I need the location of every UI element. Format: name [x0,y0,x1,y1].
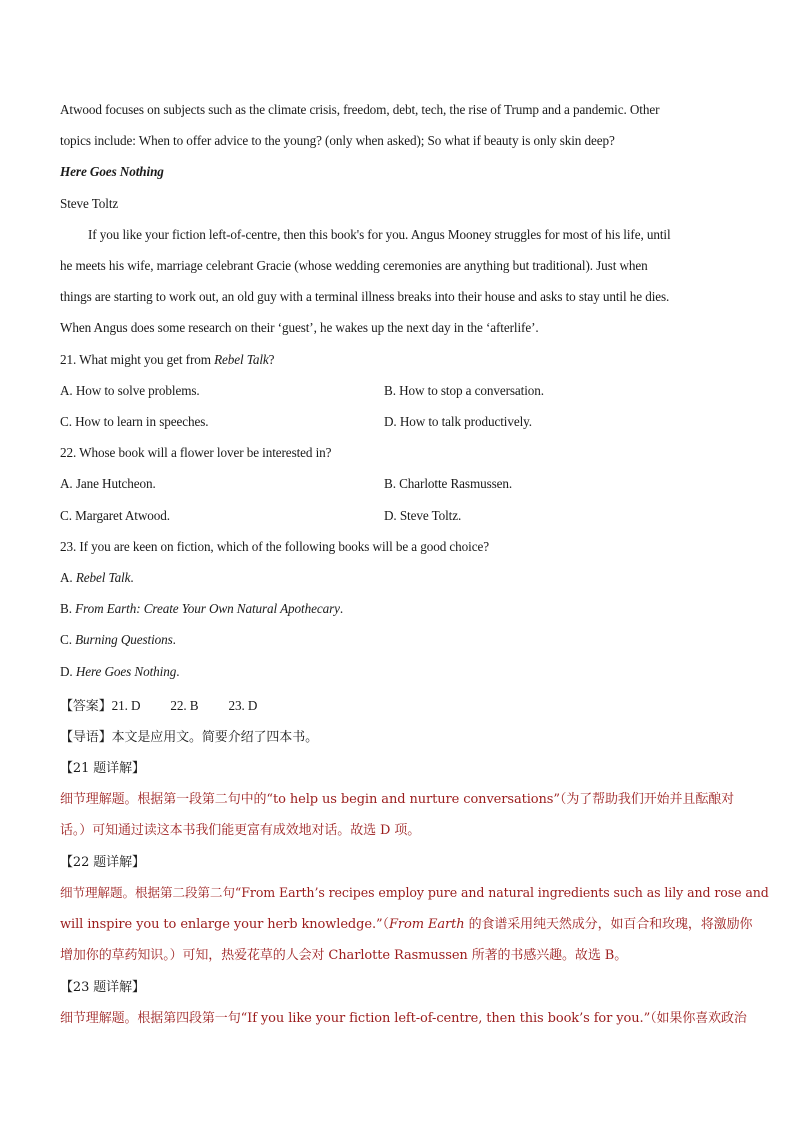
detail-22-line: 增加你的草药知识。）可知，热爱花草的人会对 Charlotte Rasmussen 所著的书感兴趣。故选 B。 [60,948,628,963]
option-b: B. How to stop a conversation. [384,383,544,398]
option-a: A. How to solve problems. [60,383,200,398]
option-b: B. Charlotte Rasmussen. [384,476,513,491]
option-a: A. Rebel Talk. [60,570,134,585]
detail-23-line: 细节理解题。根据第四段第一句“If you like your fiction left-of-centre, then this book’s for you.”（如果你喜欢政治 [60,1011,747,1026]
option-d: D. Here Goes Nothing. [60,664,180,679]
detail-22-line: will inspire you to enlarge your herb knowledge.”（From Earth 的食谱采用纯天然成分，如百合和玫瑰，将激励你 [60,917,753,932]
option-b: B. From Earth: Create Your Own Natural Apothecary. [60,601,344,616]
question-stem: 23. If you are keen on fiction, which of the following books will be a good choice? [60,539,489,554]
passage-line: things are starting to work out, an old guy with a terminal illness breaks into their house and asks to stay until he dies. [60,289,670,304]
guide-line: 【导语】本文是应用文。简要介绍了四本书。 [60,730,319,745]
option-a: A. Jane Hutcheon. [60,476,156,491]
book-title: Here Goes Nothing [60,164,164,179]
detail-label-23: 【23 题详解】 [60,980,145,995]
answer-line: 【答案】21. D 22. B 23. D [60,698,258,714]
option-c: C. Margaret Atwood. [60,508,170,523]
option-d: D. Steve Toltz. [384,508,462,523]
passage-line: If you like your fiction left-of-centre, then this book's for you. Angus Mooney struggles for most of his life, until [88,227,671,242]
detail-label-22: 【22 题详解】 [60,855,145,870]
option-d: D. How to talk productively. [384,414,532,429]
detail-label-21: 【21 题详解】 [60,761,145,776]
passage-line: he meets his wife, marriage celebrant Gracie (whose wedding ceremonies are anything but traditional). Just when [60,258,648,273]
passage-line: topics include: When to offer advice to the young? (only when asked); So what if beauty is only skin deep? [60,133,615,148]
detail-21-line: 话。）可知通过读这本书我们能更富有成效地对话。故选 D 项。 [60,823,421,838]
question-stem: 21. What might you get from Rebel Talk? [60,352,275,367]
option-c: C. How to learn in speeches. [60,414,209,429]
detail-21-line: 细节理解题。根据第一段第二句中的“to help us begin and nurture conversations”（为了帮助我们开始并且酝酿对 [60,792,735,807]
question-stem: 22. Whose book will a flower lover be interested in? [60,445,332,460]
option-c: C. Burning Questions. [60,632,176,647]
book-author: Steve Toltz [60,196,119,211]
passage-line: Atwood focuses on subjects such as the climate crisis, freedom, debt, tech, the rise of Trump and a pandemic. Other [60,102,660,117]
passage-line: When Angus does some research on their ‘guest’, he wakes up the next day in the ‘afterlife’. [60,320,539,335]
detail-22-line: 细节理解题。根据第二段第二句“From Earth’s recipes employ pure and natural ingredients such as lily and rose and [60,885,769,900]
